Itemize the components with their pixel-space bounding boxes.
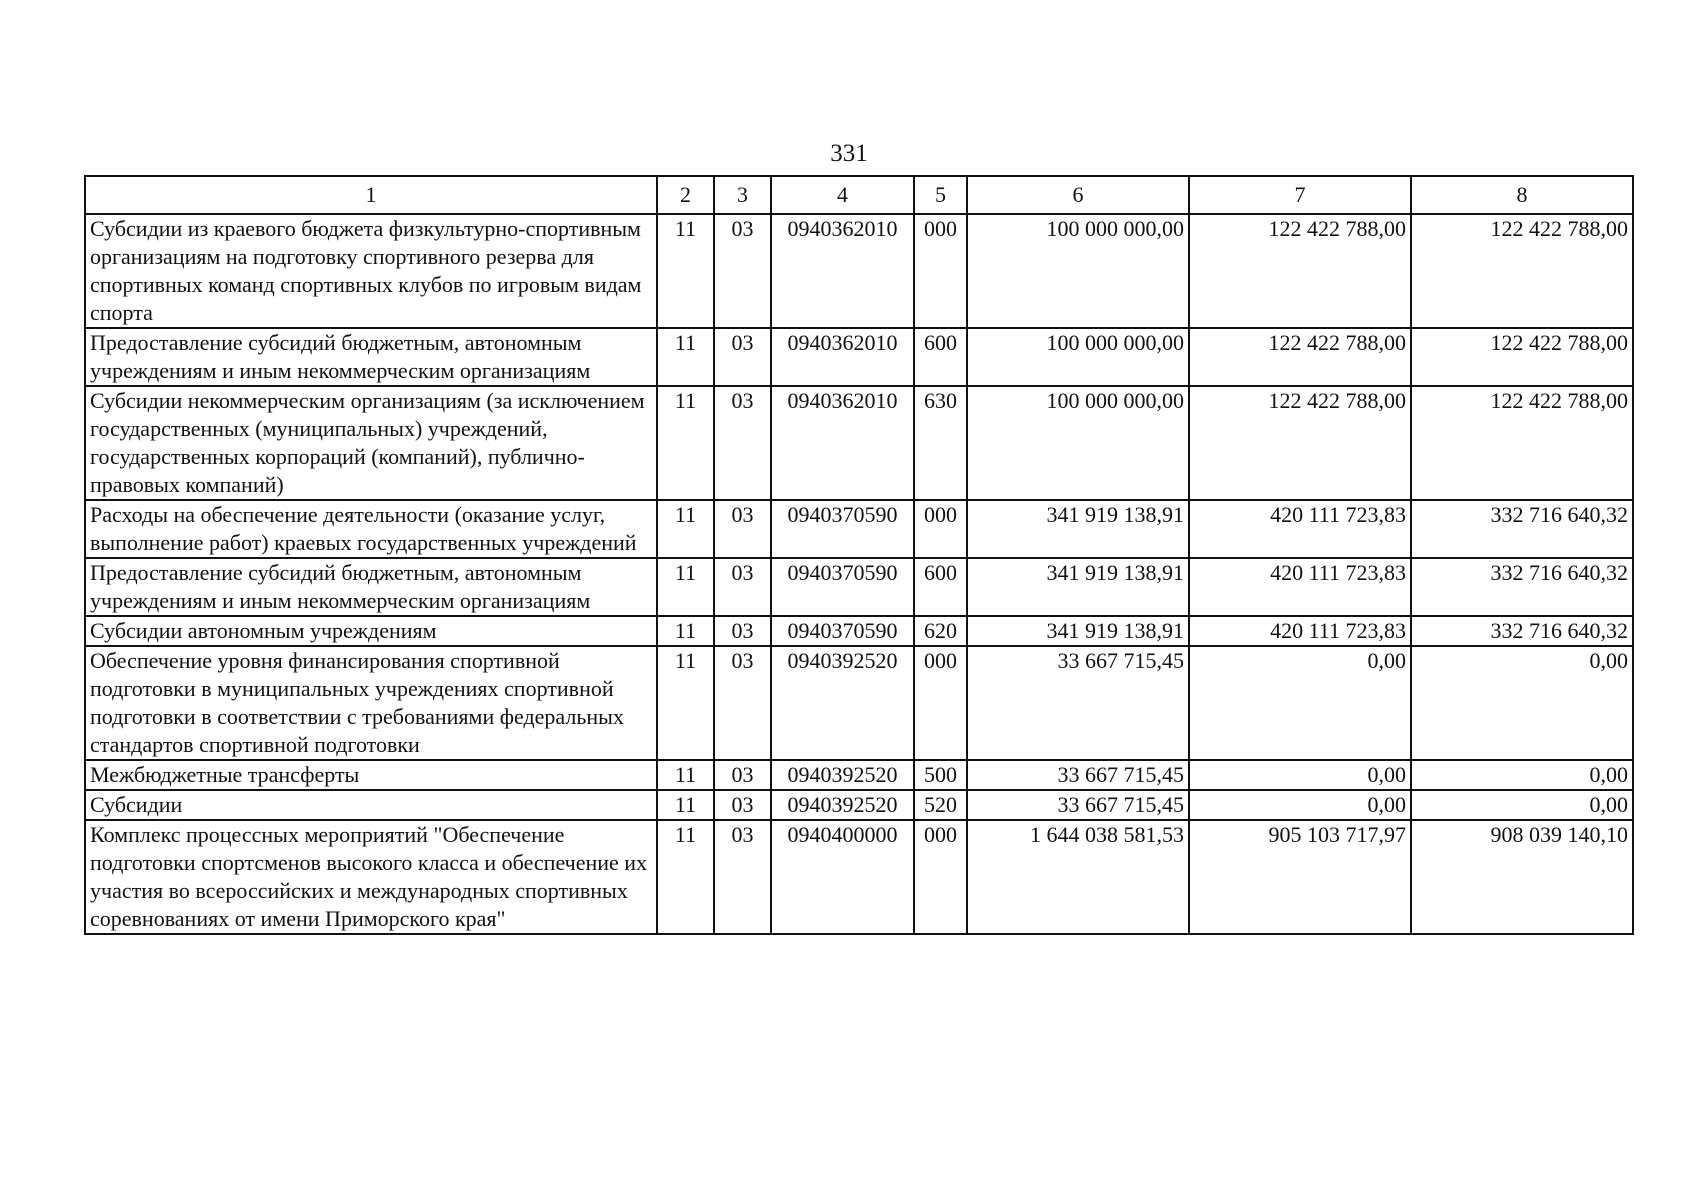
amount-col6: 100 000 000,00 (967, 328, 1189, 386)
expense-name: Субсидии из краевого бюджета физкультурно-спортивным организациям на подготовку спортивного резерва для спортивных команд спортивных клубов по игровым видам спорта (85, 214, 657, 328)
expense-type-code: 630 (914, 386, 967, 500)
expense-type-code: 520 (914, 790, 967, 820)
expense-type-code: 500 (914, 760, 967, 790)
section-code: 11 (657, 328, 714, 386)
expense-name: Комплекс процессных мероприятий "Обеспечение подготовки спортсменов высокого класса и обеспечение их участия во всероссийских и международных спортивных соревнованиях от имени Приморского края" (85, 820, 657, 934)
expense-type-code: 600 (914, 558, 967, 616)
column-header: 6 (967, 176, 1189, 214)
target-item-code: 0940370590 (771, 500, 914, 558)
target-item-code: 0940392520 (771, 646, 914, 760)
amount-col8: 0,00 (1411, 646, 1633, 760)
subsection-code: 03 (714, 386, 771, 500)
table-row (85, 386, 1633, 500)
expense-name: Предоставление субсидий бюджетным, автономным учреждениям и иным некоммерческим организациям (85, 558, 657, 616)
column-header: 8 (1411, 176, 1633, 214)
subsection-code: 03 (714, 646, 771, 760)
target-item-code: 0940362010 (771, 328, 914, 386)
target-item-code: 0940392520 (771, 790, 914, 820)
target-item-code: 0940370590 (771, 558, 914, 616)
expense-name: Предоставление субсидий бюджетным, автономным учреждениям и иным некоммерческим организациям (85, 328, 657, 386)
amount-col6: 1 644 038 581,53 (967, 820, 1189, 934)
amount-col8: 332 716 640,32 (1411, 558, 1633, 616)
target-item-code: 0940362010 (771, 214, 914, 328)
amount-col6: 33 667 715,45 (967, 646, 1189, 760)
expense-type-code: 620 (914, 616, 967, 646)
section-code: 11 (657, 760, 714, 790)
section-code: 11 (657, 820, 714, 934)
target-item-code: 0940370590 (771, 616, 914, 646)
page-number: 331 (830, 140, 868, 167)
target-item-code: 0940400000 (771, 820, 914, 934)
amount-col7: 0,00 (1189, 760, 1411, 790)
amount-col6: 341 919 138,91 (967, 500, 1189, 558)
subsection-code: 03 (714, 820, 771, 934)
amount-col7: 122 422 788,00 (1189, 386, 1411, 500)
column-header: 2 (657, 176, 714, 214)
amount-col8: 332 716 640,32 (1411, 616, 1633, 646)
amount-col7: 0,00 (1189, 790, 1411, 820)
table-row (85, 760, 1633, 790)
amount-col7: 420 111 723,83 (1189, 558, 1411, 616)
expense-name: Субсидии (85, 790, 657, 820)
table-row (85, 820, 1633, 934)
amount-col8: 908 039 140,10 (1411, 820, 1633, 934)
column-header: 3 (714, 176, 771, 214)
expense-type-code: 600 (914, 328, 967, 386)
column-header: 5 (914, 176, 967, 214)
subsection-code: 03 (714, 500, 771, 558)
amount-col7: 122 422 788,00 (1189, 328, 1411, 386)
table-row (85, 790, 1633, 820)
amount-col7: 905 103 717,97 (1189, 820, 1411, 934)
expense-name: Субсидии автономным учреждениям (85, 616, 657, 646)
table-row (85, 328, 1633, 386)
column-header: 7 (1189, 176, 1411, 214)
amount-col6: 341 919 138,91 (967, 558, 1189, 616)
expense-name: Обеспечение уровня финансирования спортивной подготовки в муниципальных учреждениях спортивной подготовки в соответствии с требованиями федеральных стандартов спортивной подготовки (85, 646, 657, 760)
amount-col8: 122 422 788,00 (1411, 328, 1633, 386)
section-code: 11 (657, 214, 714, 328)
subsection-code: 03 (714, 328, 771, 386)
table-row (85, 558, 1633, 616)
amount-col8: 122 422 788,00 (1411, 386, 1633, 500)
subsection-code: 03 (714, 558, 771, 616)
amount-col8: 0,00 (1411, 760, 1633, 790)
column-header: 4 (771, 176, 914, 214)
amount-col6: 100 000 000,00 (967, 214, 1189, 328)
subsection-code: 03 (714, 214, 771, 328)
section-code: 11 (657, 616, 714, 646)
subsection-code: 03 (714, 616, 771, 646)
table-row (85, 214, 1633, 328)
expense-type-code: 000 (914, 646, 967, 760)
table-row (85, 500, 1633, 558)
expense-type-code: 000 (914, 820, 967, 934)
section-code: 11 (657, 646, 714, 760)
expense-name: Межбюджетные трансферты (85, 760, 657, 790)
amount-col7: 420 111 723,83 (1189, 616, 1411, 646)
section-code: 11 (657, 558, 714, 616)
table-row (85, 616, 1633, 646)
amount-col8: 332 716 640,32 (1411, 500, 1633, 558)
amount-col7: 0,00 (1189, 646, 1411, 760)
table-row (85, 646, 1633, 760)
target-item-code: 0940392520 (771, 760, 914, 790)
amount-col8: 0,00 (1411, 790, 1633, 820)
section-code: 11 (657, 386, 714, 500)
subsection-code: 03 (714, 760, 771, 790)
expense-name: Субсидии некоммерческим организациям (за исключением государственных (муниципальных) учреждений, государственных корпораций (компаний), публично-правовых компаний) (85, 386, 657, 500)
section-code: 11 (657, 500, 714, 558)
column-number-row (85, 176, 1633, 214)
column-header: 1 (85, 176, 657, 214)
amount-col7: 122 422 788,00 (1189, 214, 1411, 328)
amount-col8: 122 422 788,00 (1411, 214, 1633, 328)
amount-col7: 420 111 723,83 (1189, 500, 1411, 558)
expense-type-code: 000 (914, 500, 967, 558)
budget-table (84, 175, 1634, 935)
subsection-code: 03 (714, 790, 771, 820)
amount-col6: 100 000 000,00 (967, 386, 1189, 500)
section-code: 11 (657, 790, 714, 820)
expense-type-code: 000 (914, 214, 967, 328)
amount-col6: 341 919 138,91 (967, 616, 1189, 646)
amount-col6: 33 667 715,45 (967, 760, 1189, 790)
amount-col6: 33 667 715,45 (967, 790, 1189, 820)
expense-name: Расходы на обеспечение деятельности (оказание услуг, выполнение работ) краевых государственных учреждений (85, 500, 657, 558)
target-item-code: 0940362010 (771, 386, 914, 500)
